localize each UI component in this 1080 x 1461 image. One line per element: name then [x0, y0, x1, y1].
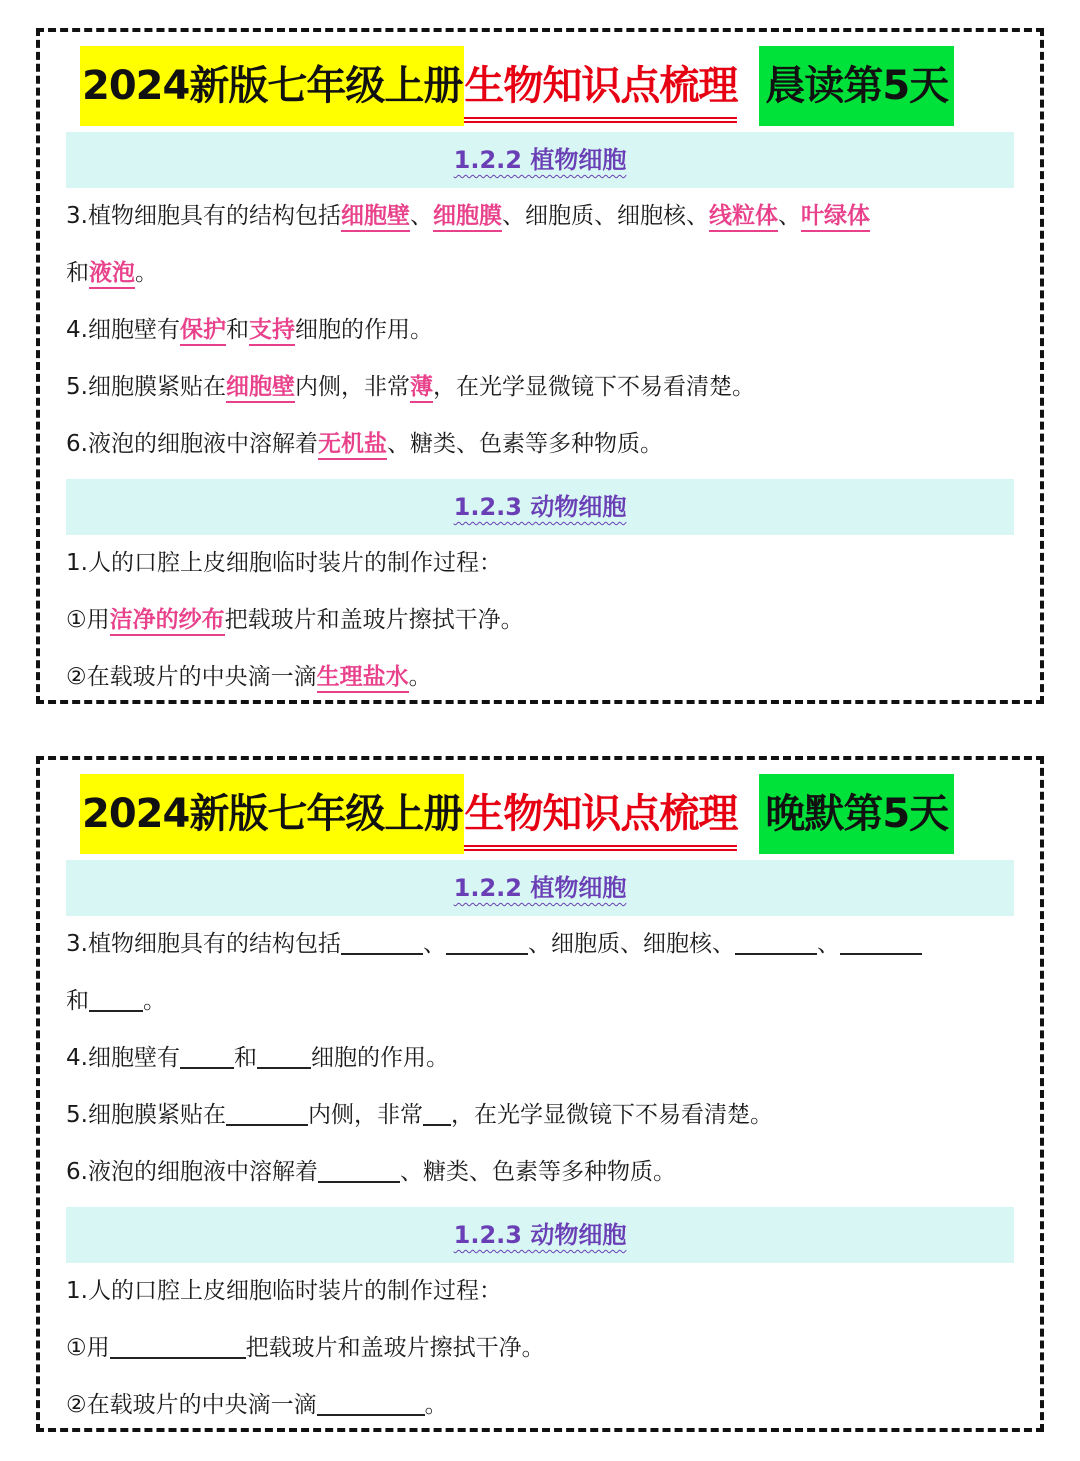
- text: 5.细胞膜紧贴在: [66, 1102, 226, 1128]
- card-title: [66, 774, 1014, 854]
- answer: 细胞膜: [433, 203, 502, 232]
- answer: 细胞壁: [341, 203, 410, 232]
- text: 细胞的作用。: [294, 317, 433, 343]
- point-structure-cont: [66, 245, 1014, 302]
- section-plant-cell: [66, 860, 1014, 916]
- step-2: [66, 649, 1014, 706]
- text: 、: [422, 931, 446, 957]
- answer: 保护: [180, 317, 226, 346]
- text: 把载玻片和盖玻片擦拭干净。: [245, 1335, 545, 1361]
- text: 和: [66, 260, 89, 286]
- text: 、: [409, 203, 433, 229]
- answer: 洁净的纱布: [110, 607, 225, 636]
- title-grade: 2024新版七年级上册: [80, 46, 464, 126]
- card-title: [66, 46, 1014, 126]
- blank: [89, 988, 143, 1012]
- point-cell-membrane: [66, 1087, 1014, 1144]
- text: 、: [777, 203, 801, 229]
- answer: 无机盐: [318, 431, 387, 460]
- answer: 叶绿体: [801, 203, 870, 232]
- section-animal-cell: [66, 1207, 1014, 1263]
- text: 细胞的作用。: [310, 1045, 449, 1071]
- text: 1.人的口腔上皮细胞临时装片的制作过程：: [66, 550, 502, 576]
- title-day: 晚默第5天: [759, 774, 954, 854]
- answer: 生理盐水: [317, 664, 409, 693]
- text: 、糖类、色素等多种物质。: [386, 431, 663, 457]
- step-2: [66, 1377, 1014, 1434]
- point-cell-membrane: [66, 359, 1014, 416]
- point-vacuole: [66, 1144, 1014, 1201]
- text: 6.液泡的细胞液中溶解着: [66, 431, 318, 457]
- blank: [226, 1102, 308, 1126]
- text: 、细胞质、细胞核、: [501, 203, 709, 229]
- text: ②在载玻片的中央滴一滴: [66, 664, 317, 690]
- section-plant-cell: [66, 132, 1014, 188]
- text: ①用: [66, 1335, 110, 1361]
- section-title: 1.2.2 植物细胞: [453, 874, 627, 902]
- answer: 线粒体: [709, 203, 778, 232]
- answer: 细胞壁: [226, 374, 295, 403]
- point-cell-wall: [66, 302, 1014, 359]
- section-title: 1.2.3 动物细胞: [453, 1221, 627, 1249]
- text: 、糖类、色素等多种物质。: [399, 1159, 676, 1185]
- blank: [317, 1392, 425, 1416]
- title-grade: 2024新版七年级上册: [80, 774, 464, 854]
- morning-reading-card: [36, 28, 1044, 704]
- text: 。: [143, 988, 166, 1014]
- blank: [257, 1045, 311, 1069]
- section-title: 1.2.3 动物细胞: [453, 493, 627, 521]
- text: 。: [408, 664, 432, 690]
- step-1: [66, 1320, 1014, 1377]
- text: 、: [816, 931, 840, 957]
- text: 1.人的口腔上皮细胞临时装片的制作过程：: [66, 1278, 502, 1304]
- text: 、细胞质、细胞核、: [527, 931, 735, 957]
- text: ②在载玻片的中央滴一滴: [66, 1392, 317, 1418]
- text: 内侧，非常: [307, 1102, 423, 1128]
- point-structure-cont: [66, 973, 1014, 1030]
- step-1: [66, 592, 1014, 649]
- title-subject: 生物知识点梳理: [464, 785, 737, 851]
- text: 。: [135, 260, 158, 286]
- blank: [735, 931, 817, 955]
- text: 把载玻片和盖玻片擦拭干净。: [224, 607, 524, 633]
- title-day: 晨读第5天: [759, 46, 954, 126]
- text: 3.植物细胞具有的结构包括: [66, 203, 341, 229]
- evening-recall-card: [36, 756, 1044, 1432]
- text: ，在光学显微镜下不易看清楚。: [432, 374, 755, 400]
- text: 。: [424, 1392, 448, 1418]
- blank: [180, 1045, 234, 1069]
- point-vacuole: [66, 416, 1014, 473]
- blank: [840, 931, 922, 955]
- text: 和: [225, 317, 249, 343]
- blank: [423, 1102, 451, 1126]
- blank: [341, 931, 423, 955]
- point-structure: [66, 916, 1014, 973]
- answer: 薄: [410, 374, 433, 403]
- point-slide-process: [66, 535, 1014, 592]
- title-subject: 生物知识点梳理: [464, 57, 737, 123]
- text: 4.细胞壁有: [66, 1045, 180, 1071]
- text: 和: [233, 1045, 257, 1071]
- text: 3.植物细胞具有的结构包括: [66, 931, 341, 957]
- section-title: 1.2.2 植物细胞: [453, 146, 627, 174]
- point-structure: [66, 188, 1014, 245]
- blank: [110, 1335, 246, 1359]
- blank: [446, 931, 528, 955]
- point-slide-process: [66, 1263, 1014, 1320]
- answer: 支持: [249, 317, 295, 346]
- section-animal-cell: [66, 479, 1014, 535]
- text: 6.液泡的细胞液中溶解着: [66, 1159, 318, 1185]
- text: 和: [66, 988, 89, 1014]
- blank: [318, 1159, 400, 1183]
- text: ，在光学显微镜下不易看清楚。: [450, 1102, 773, 1128]
- text: ①用: [66, 607, 110, 633]
- text: 4.细胞壁有: [66, 317, 180, 343]
- text: 内侧，非常: [294, 374, 410, 400]
- answer: 液泡: [89, 260, 135, 289]
- text: 5.细胞膜紧贴在: [66, 374, 226, 400]
- point-cell-wall: [66, 1030, 1014, 1087]
